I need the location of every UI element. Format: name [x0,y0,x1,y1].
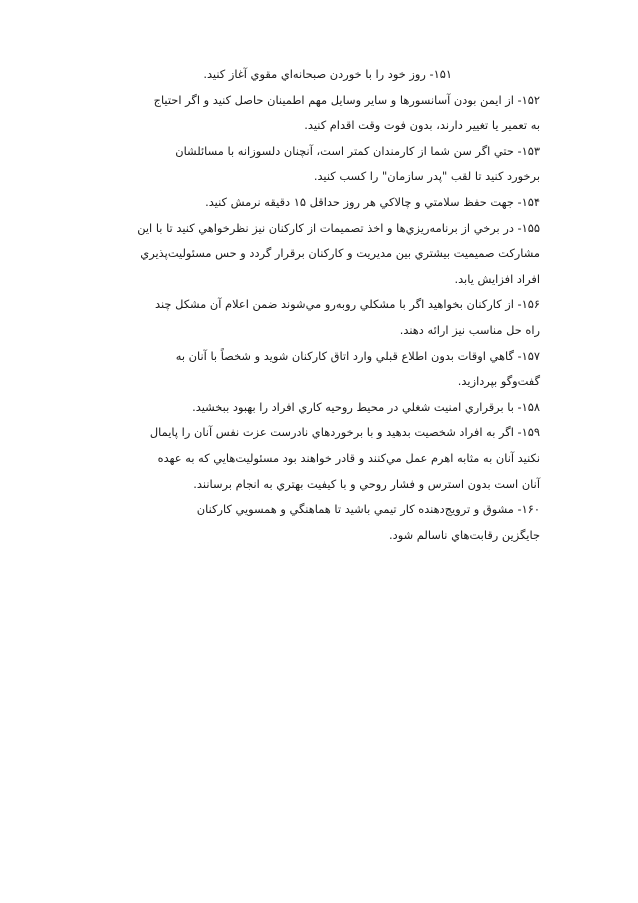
text-line: جايگزين رقابت‌هاي ناسالم شود. [389,527,540,542]
list-item-155 [98,216,540,293]
text-line: ۱۵۹- اگر به افراد شخصيت بدهيد و با برخوردهاي نادرست عزت نفس آنان را پايمال [149,425,540,440]
text-line: ۱۵۱- روز خود را با خوردن صبحانه‌اي مقوي آغاز كنيد. [203,67,452,81]
text-line: نكنيد آنان به مثابه اهرم عمل مي‌كنند و قادر خواهند بود مسئوليت‌هايي كه به عهده [157,450,540,465]
list-item-157 [98,344,540,395]
text-line: ۱۵۷- گاهي اوقات بدون اطلاع قبلي وارد اتاق كاركنان شويد و شخصاً با آنان به [175,348,540,363]
list-item-154 [98,190,540,216]
text-line: برخورد كنيد تا لقب "پدر سازمان" را كسب كنيد. [313,169,540,184]
text-line: راه حل مناسب نيز ارائه دهند. [399,322,540,337]
text-line: ۱۶۰- مشوق و ترويج‌دهنده كار تيمي باشيد تا هماهنگي و همسويي كاركنان [196,502,540,517]
text-line: آنان است بدون استرس و فشار روحي و با كيفيت بهتري به انجام برسانند. [193,476,540,491]
text-line: ۱۵۶- از كاركنان بخواهيد اگر با مشكلي روبه‌رو مي‌شوند ضمن اعلام آن مشكل چند [155,297,540,312]
document-body [98,62,540,548]
list-item-158 [98,395,540,421]
text-line: افراد افزايش يابد. [454,271,540,286]
text-line: به تعمير يا تغيير دارند، بدون فوت وقت اقدام كنيد. [304,118,540,133]
text-line: ۱۵۳- حتي اگر سن شما از كارمندان كمتر است، آنچنان دلسوزانه با مسائلشان [175,143,540,158]
list-item-159 [98,420,540,497]
list-item-151 [98,62,540,88]
text-line: ۱۵۸- با برقراري امنيت شغلي در محيط روحيه كاري افراد را بهبود ببخشيد. [192,399,540,414]
list-item-160 [98,497,540,548]
text-line: ۱۵۴- جهت حفظ سلامتي و چالاكي هر روز حداقل ۱۵ دقيقه نرمش كنيد. [205,194,540,209]
text-line: ۱۵۲- از ايمن بودن آسانسورها و ساير وسايل مهم اطمينان حاصل كنيد و اگر احتياج [153,92,540,107]
text-line: مشاركت صميميت بيشتري بين مديريت و كاركنان برقرار گردد و حس مسئوليت‌پذيري [140,246,540,261]
list-item-156 [98,292,540,343]
list-item-152 [98,88,540,139]
text-line: گفت‌وگو بپردازيد. [457,374,540,389]
text-line: ۱۵۵- در برخي از برنامه‌ريزي‌ها و اخذ تصميمات از كاركنان نيز نظرخواهي كنيد تا با اين [137,220,540,235]
list-item-153 [98,139,540,190]
